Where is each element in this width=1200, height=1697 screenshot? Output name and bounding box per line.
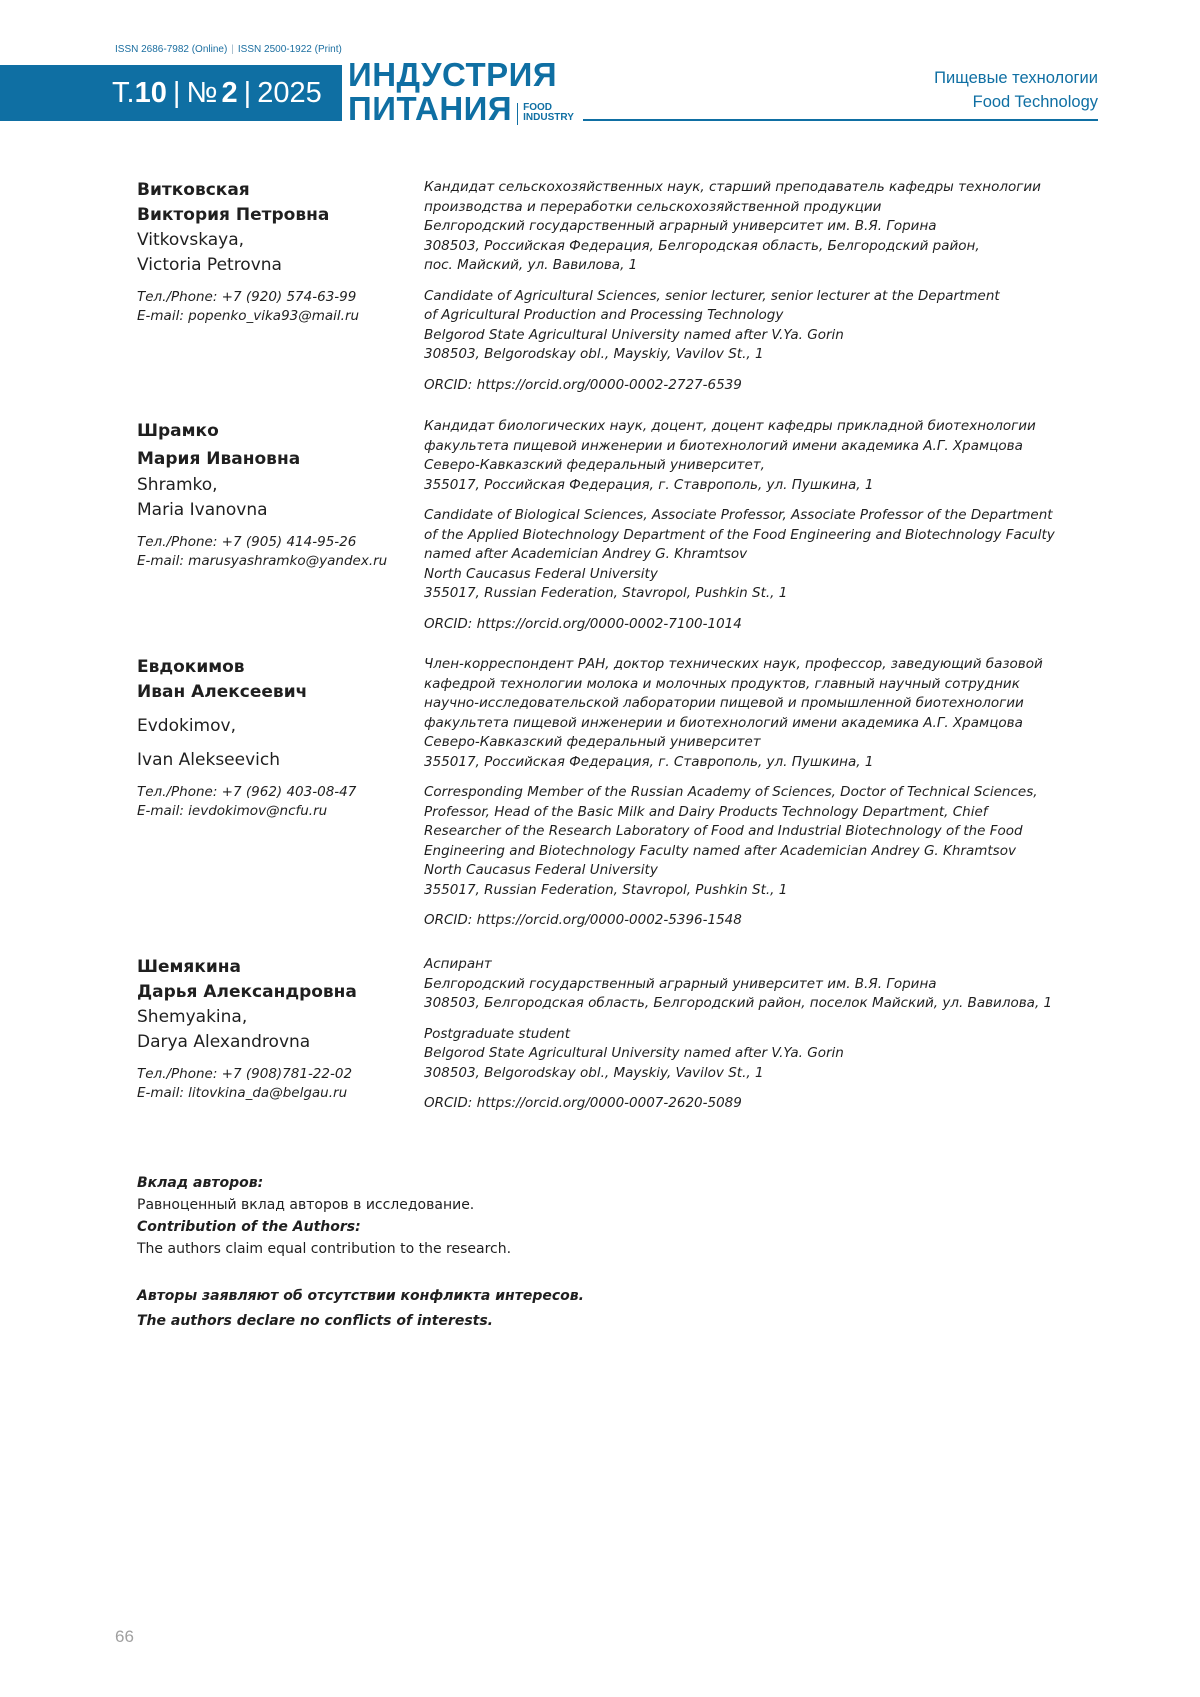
journal-subtitle-food: FOOD	[523, 102, 553, 113]
author-entry	[137, 178, 1100, 417]
authors-list	[137, 178, 1100, 1114]
author-name-en: Evdokimov, Ivan Alekseevich	[137, 716, 281, 770]
contribution-text-en: The authors claim equal contribution to the research.	[137, 1241, 512, 1257]
author-notes	[137, 1172, 1037, 1334]
author-identity	[137, 178, 424, 326]
author-affiliation	[424, 178, 1100, 395]
contribution-label-en: Contribution of the Authors:	[137, 1219, 361, 1235]
author-affiliation	[424, 955, 1100, 1114]
author-name-ru: Шрамко Мария Ивановна	[137, 421, 301, 469]
journal-subtitle-industry: INDUSTRY	[523, 112, 574, 123]
journal-title-line1: ИНДУСТРИЯ	[348, 56, 558, 93]
issue-number: 2	[221, 76, 238, 109]
affiliation-ru: Аспирант Белгородский государственный аграрный университет им. В.Я. Горина 308503, Белгородская область, Белгородский район, поселок Майский, ул. Вавилова, 1	[424, 956, 1053, 1011]
orcid: ORCID: https://orcid.org/0000-0002-2727-6539	[424, 376, 742, 393]
orcid: ORCID: https://orcid.org/0000-0002-7100-1014	[424, 615, 742, 632]
orcid: ORCID: https://orcid.org/0000-0002-5396-1548	[424, 912, 742, 928]
issn-line: ISSN 2686-7982 (Online) | ISSN 2500-1922 (Print)	[115, 44, 342, 55]
author-identity	[137, 955, 424, 1103]
affiliation-ru: Кандидат биологических наук, доцент, доцент кафедры прикладной биотехнологии факультета пищевой инженерии и биотехнологий имени академика А.Г. Храмцова Северо-Кавказский федеральный университет, 355017, Российская Федерация, г. Ставрополь, ул. Пушкина, 1	[424, 418, 1036, 493]
author-identity	[137, 417, 424, 571]
issn-online: ISSN 2686-7982 (Online)	[115, 44, 228, 55]
author-contacts: Тел./Phone: +7 (920) 574-63-99 E-mail: popenko_vika93@mail.ru	[137, 289, 360, 324]
affiliation-en: Candidate of Agricultural Sciences, senior lecturer, senior lecturer at the Department of Agricultural Production and Processing Technology Belgorod State Agricultural University named after V.Ya. Gorin 308503, Belgorodskay obl., Mayskiy, Vavilov St., 1	[424, 287, 1000, 362]
volume-prefix: Т.	[112, 76, 135, 109]
contribution-label-ru: Вклад авторов:	[137, 1175, 264, 1191]
author-affiliation	[424, 417, 1100, 634]
journal-subtitle	[517, 103, 574, 125]
author-name-ru: Витковская Виктория Петровна	[137, 180, 330, 225]
affiliation-en: Postgraduate student Belgorod State Agricultural University named after V.Ya. Gorin 308503, Belgorodskay obl., Mayskiy, Vavilov St., 1	[424, 1025, 844, 1081]
issn-print: ISSN 2500-1922 (Print)	[237, 44, 342, 55]
author-entry	[137, 417, 1100, 655]
author-contacts: Тел./Phone: +7 (962) 403-08-47 E-mail: ievdokimov@ncfu.ru	[137, 784, 357, 819]
affiliation-ru: Член-корреспондент РАН, доктор технических наук, профессор, заведующий базовой кафедрой технологии молока и молочных продуктов, главный научный сотрудник научно-исследовательской лаборатории пищевой и промышленной биотехнологии факультета пищевой инженерии и биотехнологий имени академика А.Г. Храмцова Северо-Кавказский федеральный университет 355017, Российская Федерация, г. Ставрополь, ул. Пушкина, 1	[424, 656, 1043, 770]
section-label	[934, 66, 1098, 114]
author-affiliation	[424, 655, 1100, 931]
author-entry	[137, 655, 1100, 955]
journal-title-line2: ПИТАНИЯ	[348, 90, 513, 127]
page-number: 66	[115, 1627, 134, 1646]
author-name-en: Shemyakina, Darya Alexandrovna	[137, 1007, 311, 1052]
affiliation-en: Corresponding Member of the Russian Academy of Sciences, Doctor of Technical Sciences, Professor, Head of the Basic Milk and Dairy Products Technology Department, Chief Researcher of the Research Laboratory of Food and Industrial Biotechnology of the Food Engineering and Biotechnology Faculty named after Academician Andrey G. Khramtsov North Caucasus Federal University 355017, Russian Federation, Stavropol, Pushkin St., 1	[424, 784, 1038, 898]
issue-prefix: №	[186, 76, 218, 109]
orcid: ORCID: https://orcid.org/0000-0007-2620-5089	[424, 1095, 742, 1111]
contribution-text-ru: Равноценный вклад авторов в исследование.	[137, 1197, 475, 1213]
journal-logo	[348, 58, 574, 125]
author-name-ru: Евдокимов Иван Алексеевич	[137, 657, 308, 702]
section-en: Food Technology	[972, 93, 1098, 111]
author-contacts: Тел./Phone: +7 (908)781-22-02 E-mail: litovkina_da@belgau.ru	[137, 1066, 353, 1101]
conflicts-en: The authors declare no conflicts of interests.	[137, 1313, 493, 1329]
affiliation-en: Candidate of Biological Sciences, Associate Professor, Associate Professor of the Department of the Applied Biotechnology Department of the Food Engineering and Biotechnology Faculty named after Academician Andrey G. Khramtsov North Caucasus Federal University 355017, Russian Federation, Stavropol, Pushkin St., 1	[424, 507, 1055, 601]
year: 2025	[257, 76, 322, 109]
affiliation-ru: Кандидат сельскохозяйственных наук, старший преподаватель кафедры технологии производства и переработки сельскохозяйственной продукции Белгородский государственный аграрный университет им. В.Я. Горина 308503, Российская Федерация, Белгородская область, Белгородский район, пос. Майский, ул. Вавилова, 1	[424, 179, 1041, 273]
header-rule	[583, 119, 1098, 121]
author-entry	[137, 955, 1100, 1114]
author-name-ru: Шемякина Дарья Александровна	[137, 957, 357, 1002]
author-identity	[137, 655, 424, 821]
conflicts-ru: Авторы заявляют об отсутствии конфликта интересов.	[137, 1288, 584, 1304]
author-name-en: Vitkovskaya, Victoria Petrovna	[137, 230, 282, 275]
volume-number: 10	[134, 76, 167, 109]
volume-issue-band: Т. 10 | № 2 | 2025	[0, 65, 342, 121]
section-ru: Пищевые технологии	[934, 69, 1098, 87]
author-name-en: Shramko, Maria Ivanovna	[137, 475, 268, 520]
author-contacts: Тел./Phone: +7 (905) 414-95-26 E-mail: marusyashramko@yandex.ru	[137, 534, 388, 569]
